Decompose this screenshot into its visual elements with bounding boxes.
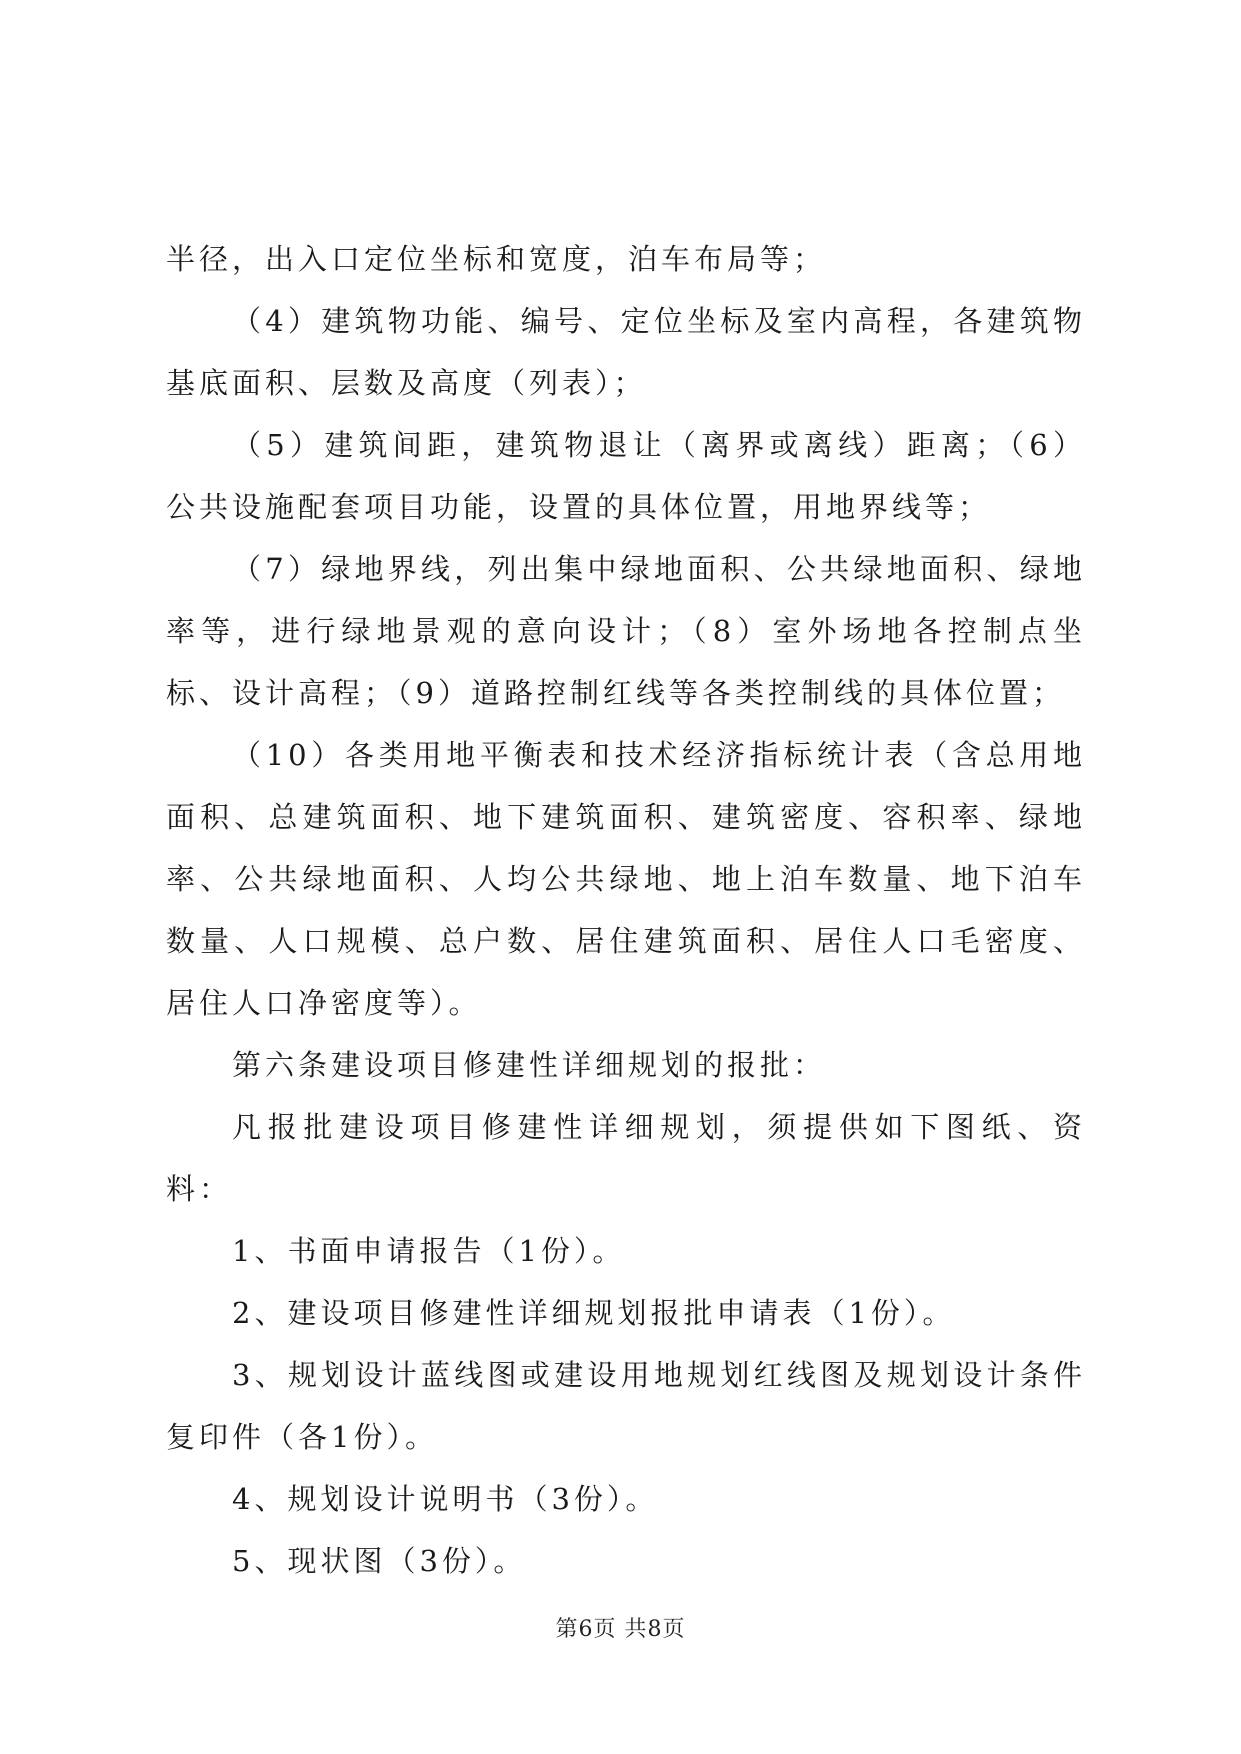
list-item-1: 1、书面申请报告（1份）。	[232, 1234, 626, 1268]
paragraph-article-6-heading: 第六条建设项目修建性详细规划的报批：	[232, 1048, 827, 1082]
paragraph-continuation: 半径，出入口定位坐标和宽度，泊车布局等；	[166, 242, 827, 276]
paragraph-item-4: （4）建筑物功能、编号、定位坐标及室内高程，各建筑物基底面积、层数及高度（列表）；	[166, 304, 1086, 400]
page-number-footer: 第6页 共8页	[555, 1617, 686, 1642]
document-body	[166, 228, 1086, 1592]
list-item-3: 3、规划设计蓝线图或建设用地规划红线图及规划设计条件复印件（各1份）。	[166, 1358, 1086, 1454]
list-item-2: 2、建设项目修建性详细规划报批申请表（1份）。	[232, 1296, 956, 1330]
list-item-5: 5、现状图（3份）。	[232, 1544, 527, 1578]
paragraph-item-5-6: （5）建筑间距，建筑物退让（离界或离线）距离；（6）公共设施配套项目功能，设置的具体位置，用地界线等；	[166, 428, 1086, 524]
paragraph-requirements-intro: 凡报批建设项目修建性详细规划，须提供如下图纸、资料：	[166, 1110, 1086, 1206]
paragraph-item-7-9: （7）绿地界线，列出集中绿地面积、公共绿地面积、绿地率等，进行绿地景观的意向设计；（8）室外场地各控制点坐标、设计高程；（9）道路控制红线等各类控制线的具体位置；	[166, 552, 1086, 710]
list-item-4: 4、规划设计说明书（3份）。	[232, 1482, 659, 1516]
paragraph-item-10: （10）各类用地平衡表和技术经济指标统计表（含总用地面积、总建筑面积、地下建筑面积、建筑密度、容积率、绿地率、公共绿地面积、人均公共绿地、地上泊车数量、地下泊车数量、人口规模、总户数、居住建筑面积、居住人口毛密度、居住人口净密度等）。	[166, 738, 1086, 1020]
